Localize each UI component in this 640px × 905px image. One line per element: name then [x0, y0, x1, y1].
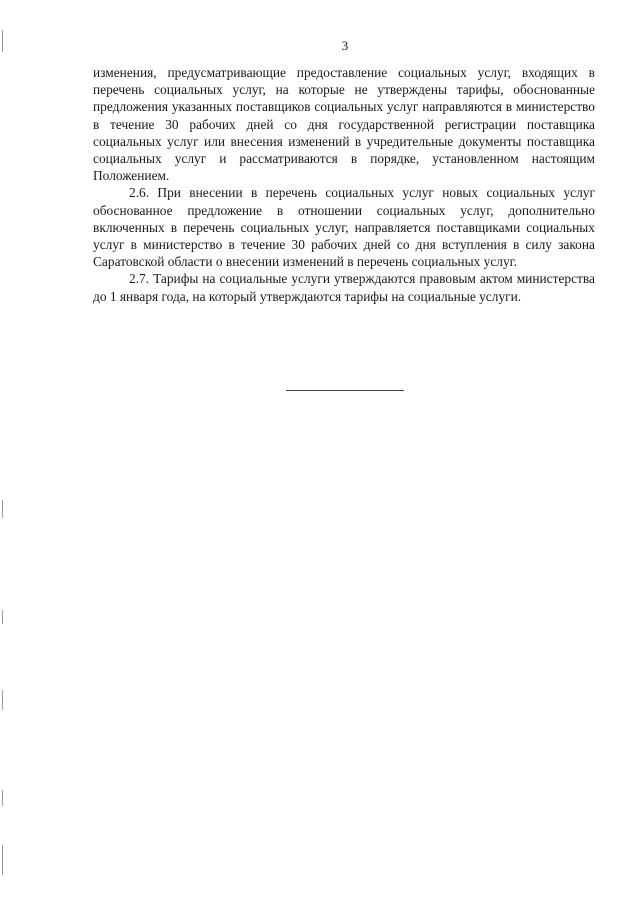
- end-of-document-rule: [286, 390, 404, 391]
- scan-artifact: [2, 500, 3, 518]
- document-body: [93, 64, 595, 305]
- page-number: 3: [341, 38, 349, 53]
- scan-artifact: [2, 845, 3, 875]
- scan-artifact: [2, 610, 3, 624]
- scan-artifact: [2, 790, 3, 806]
- paragraph-continuation: изменения, предусматривающие предоставление социальных услуг, входящих в перечень социальных услуг, на которые не утверждены тарифы, обоснованные предложения указанных поставщиков социальных услуг направляются в министерство в течение 30 рабочих дней со дня государственной регистрации поставщика социальных услуг или внесения изменений в учредительные документы поставщика социальных услуг и рассматриваются в порядке, установленном настоящим Положением.: [93, 65, 595, 184]
- paragraph-2-7: 2.7. Тарифы на социальные услуги утверждаются правовым актом министерства до 1 января года, на который утверждаются тарифы на социальные услуги.: [93, 271, 595, 304]
- scan-artifact: [2, 690, 3, 710]
- paragraph-2-6: 2.6. При внесении в перечень социальных услуг новых социальных услуг обоснованное предложение в отношении социальных услуг, дополнительно включенных в перечень социальных услуг, направляется поставщиками социальных услуг в министерство в течение 30 рабочих дней со дня вступления в силу закона Саратовской области о внесении изменений в перечень социальных услуг.: [93, 185, 595, 270]
